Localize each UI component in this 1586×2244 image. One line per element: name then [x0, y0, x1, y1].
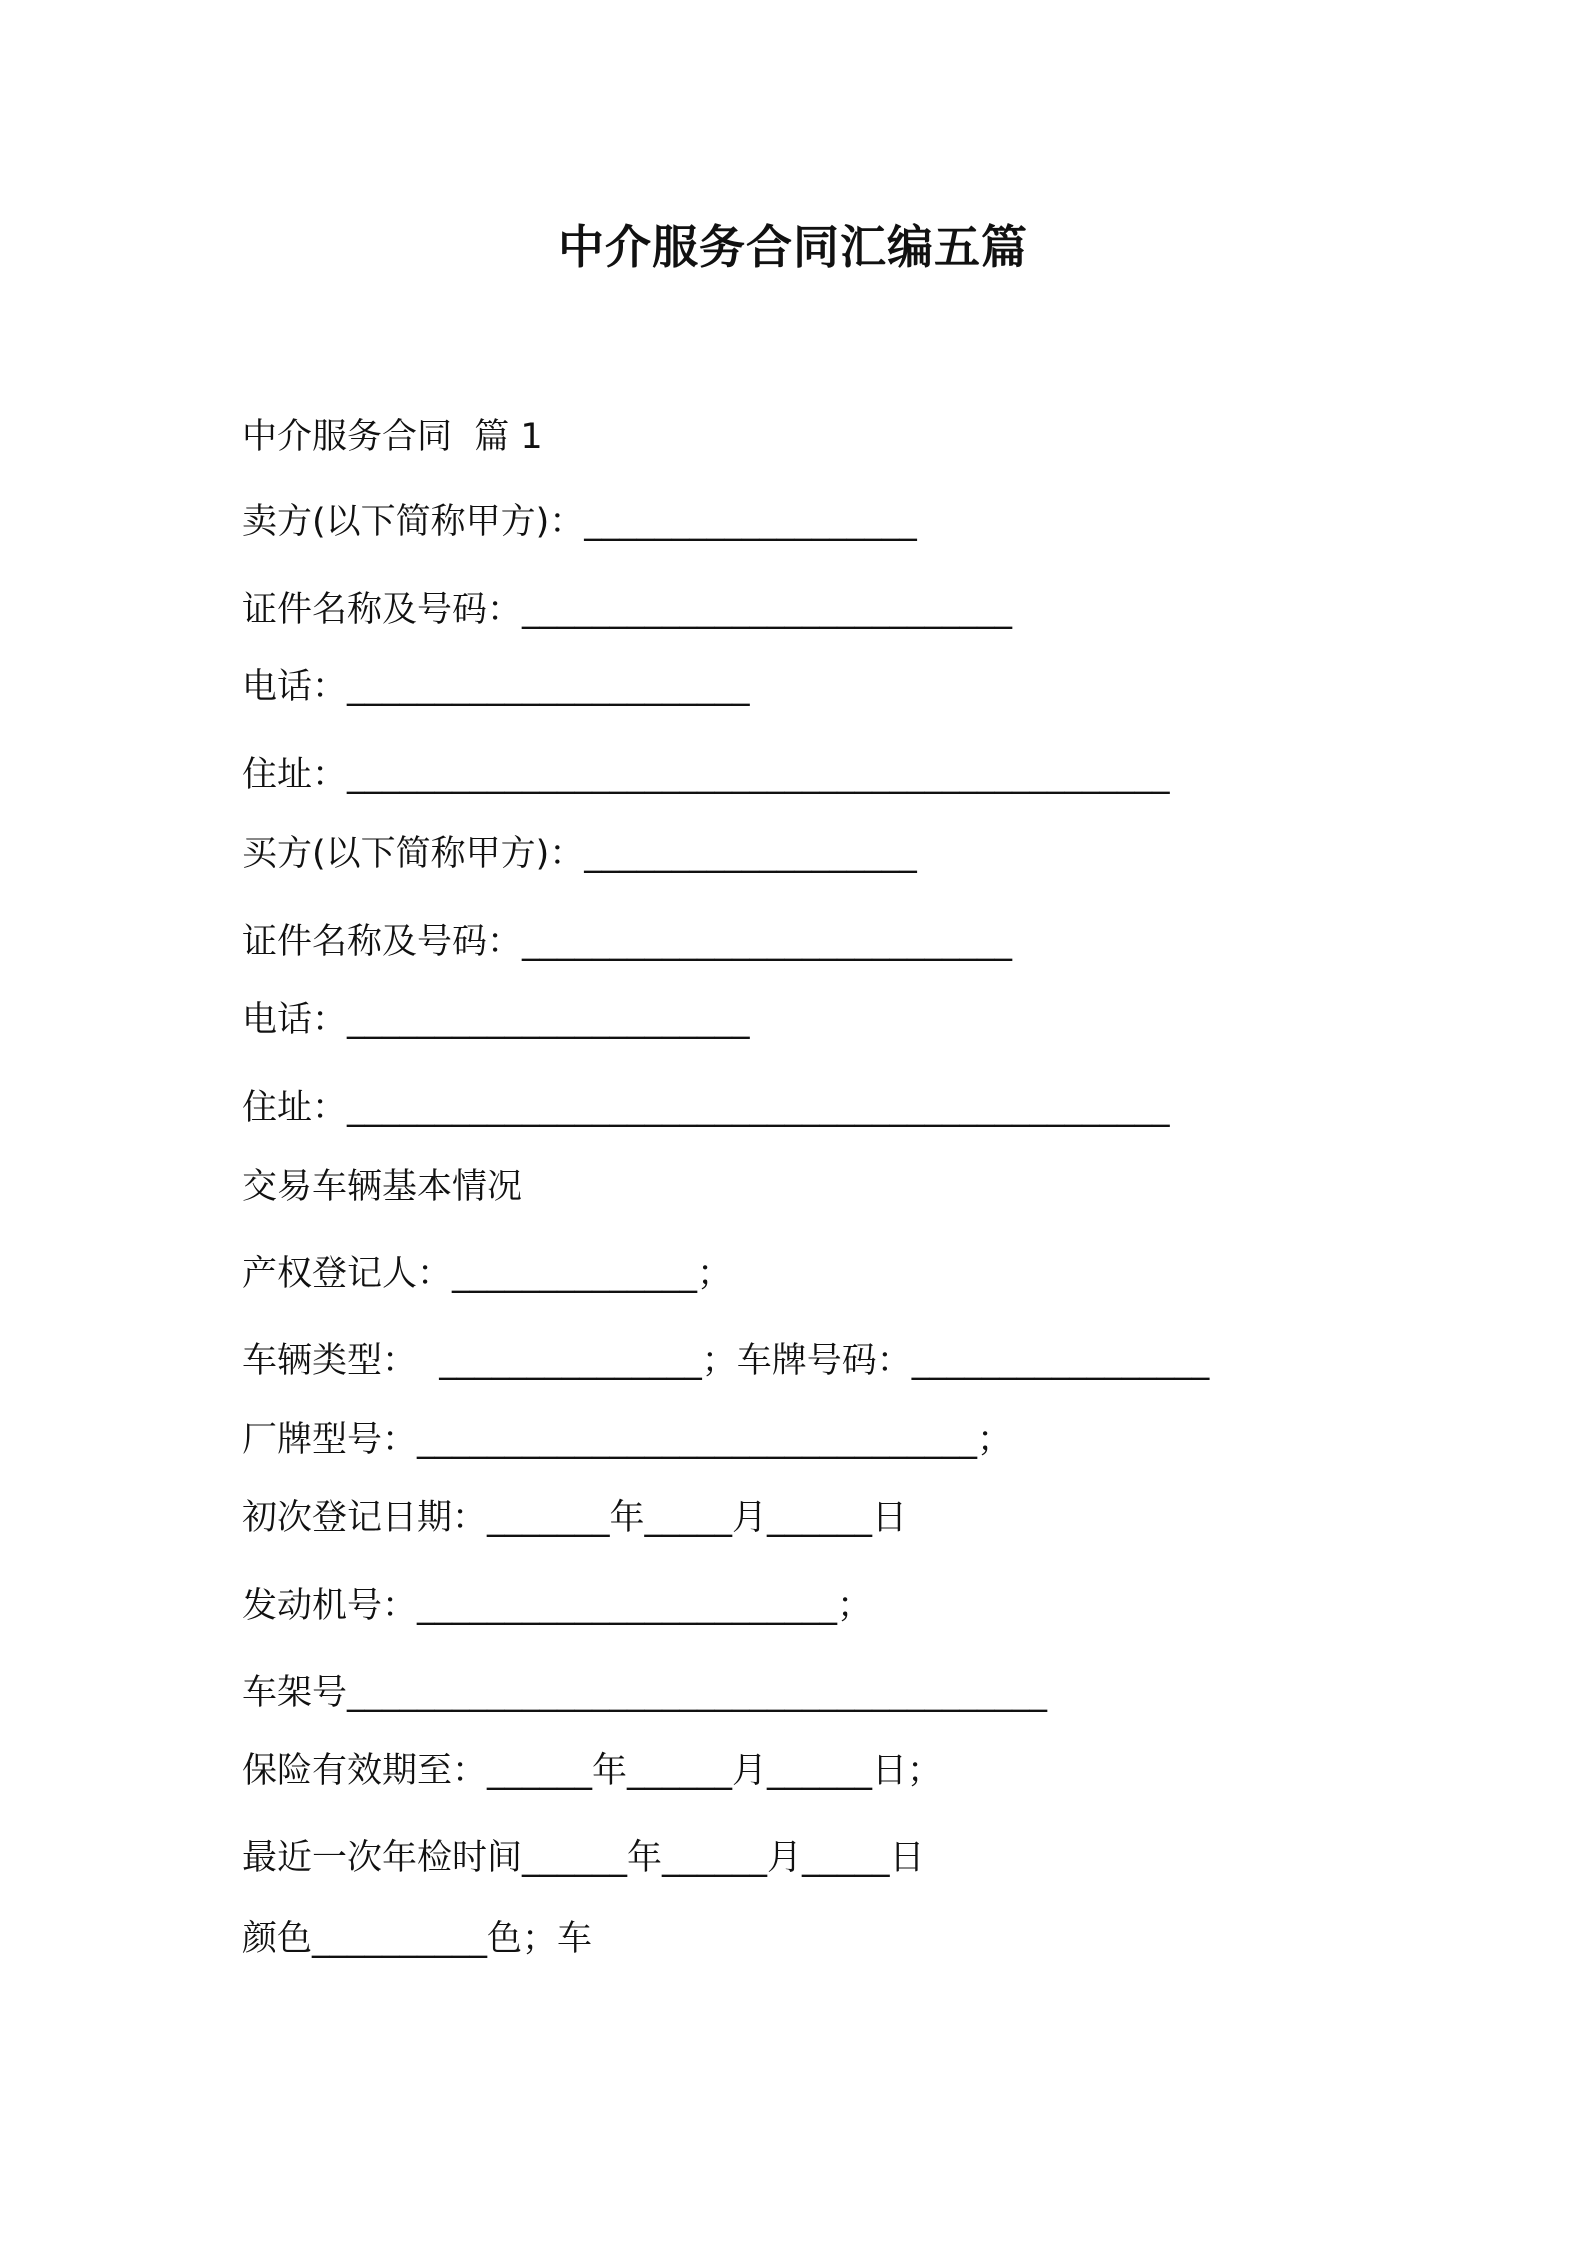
buyer-phone-line: 电话：_______________________ — [242, 1000, 750, 1040]
document-title: 中介服务合同汇编五篇 — [558, 220, 1028, 274]
seller-phone-line: 电话：_______________________ — [242, 667, 750, 707]
seller-line: 卖方(以下简称甲方)：___________________ — [242, 502, 917, 542]
seller-id-line: 证件名称及号码：____________________________ — [242, 590, 1013, 630]
color-line: 颜色__________色；车 — [242, 1919, 593, 1959]
engine-number-line: 发动机号：________________________； — [242, 1586, 873, 1626]
frame-number-line: 车架号________________________________________ — [242, 1673, 1048, 1713]
vehicle-info-heading: 交易车辆基本情况 — [242, 1167, 523, 1207]
buyer-id-line: 证件名称及号码：____________________________ — [242, 922, 1013, 962]
seller-address-line: 住址：_______________________________________________ — [242, 755, 1170, 795]
buyer-line: 买方(以下简称甲方)：___________________ — [242, 834, 917, 874]
section-heading: 中介服务合同 篇 1 — [242, 417, 543, 457]
model-line: 厂牌型号：________________________________； — [242, 1420, 1013, 1460]
buyer-address-line: 住址：_______________________________________________ — [242, 1088, 1170, 1128]
inspection-line: 最近一次年检时间______年______月_____日 — [242, 1838, 925, 1878]
owner-line: 产权登记人：______________； — [242, 1254, 733, 1294]
first-registration-line: 初次登记日期：_______年_____月______日 — [242, 1498, 908, 1538]
vehicle-type-plate-line: 车辆类型： _______________；车牌号码：_________________ — [242, 1341, 1210, 1381]
insurance-line: 保险有效期至：______年______月______日； — [242, 1751, 943, 1791]
